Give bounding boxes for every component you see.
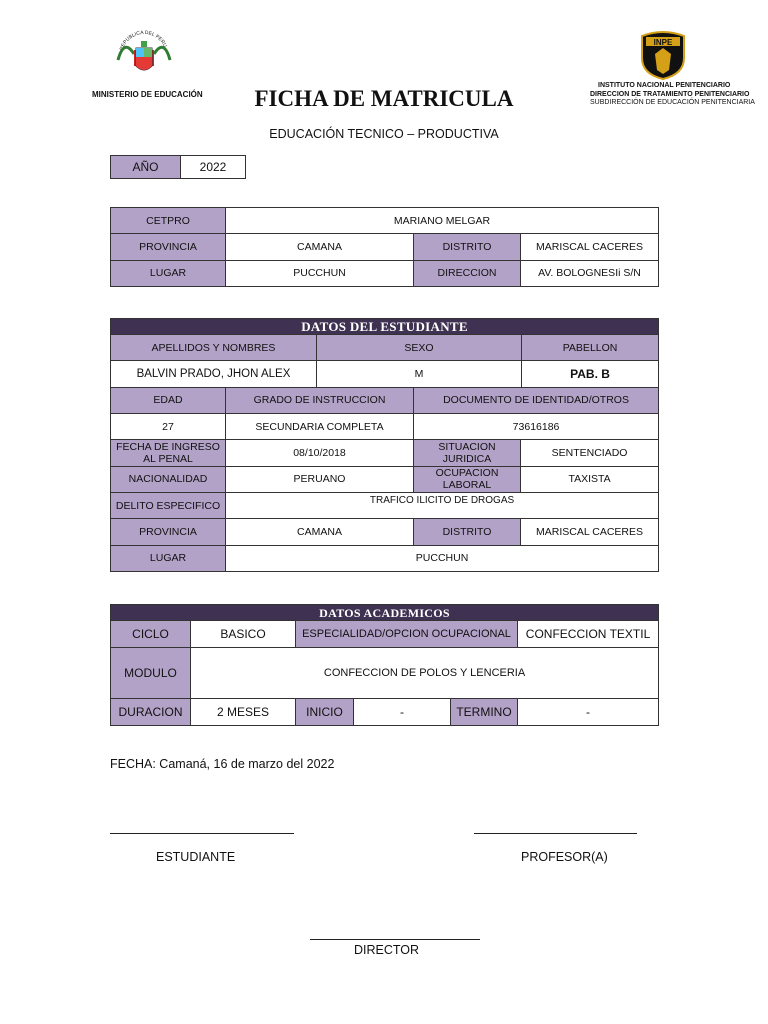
seal-text: REPUBLICA DEL PERU [118, 30, 168, 52]
ciclo-value: BASICO [191, 621, 296, 648]
peru-coat-of-arms-icon [112, 30, 176, 86]
edad-value: 27 [111, 414, 226, 440]
student-lugar-value: PUCCHUN [226, 545, 659, 571]
lugar-value: PUCCHUN [226, 260, 414, 286]
delito-label: DELITO ESPECIFICO [111, 492, 226, 518]
provincia-value: CAMANA [226, 234, 414, 260]
teacher-signature-label: PROFESOR(A) [521, 850, 608, 864]
cetpro-value: MARIANO MELGAR [226, 208, 659, 234]
student-signature-label: ESTUDIANTE [156, 850, 236, 864]
apellidos-label: APELLIDOS Y NOMBRES [111, 335, 317, 361]
ocupacion-label-line: OCUPACION [435, 467, 499, 480]
inpe-logo-text: INPE [653, 38, 673, 47]
inpe-line: SUBDIRECCIÓN DE EDUCACIÓN PENITENCIARIA [590, 99, 755, 106]
delito-value: TRAFICO ILICITO DE DROGAS [226, 492, 659, 518]
ciclo-label: CICLO [111, 621, 191, 648]
situacion-label [414, 440, 521, 466]
student-provincia-value: CAMANA [226, 519, 414, 545]
especialidad-label: ESPECIALIDAD/OPCION OCUPACIONAL [296, 621, 518, 648]
academic-section-header: DATOS ACADEMICOS [111, 605, 659, 621]
page-subtitle: EDUCACIÓN TECNICO – PRODUCTIVA [269, 127, 499, 141]
student-distrito-value: MARISCAL CACERES [521, 519, 659, 545]
student-name: BALVIN PRADO, JHON ALEX [111, 361, 317, 387]
student-distrito-label: DISTRITO [414, 519, 521, 545]
grado-label: GRADO DE INSTRUCCION [226, 387, 414, 413]
director-signature-line [310, 939, 480, 940]
ocupacion-label [414, 466, 521, 492]
situacion-value: SENTENCIADO [521, 440, 659, 466]
modulo-label: MODULO [111, 648, 191, 698]
inicio-value: - [354, 698, 451, 725]
student-section-header: DATOS DEL ESTUDIANTE [111, 319, 659, 335]
distrito-label: DISTRITO [414, 234, 521, 260]
fecha-line: FECHA: Camaná, 16 de marzo del 2022 [110, 757, 335, 771]
sexo-value: M [317, 361, 522, 387]
provincia-label: PROVINCIA [111, 234, 226, 260]
teacher-signature-line [474, 833, 637, 834]
ocupacion-label-line: LABORAL [442, 479, 492, 492]
fecha-ingreso-value: 08/10/2018 [226, 440, 414, 466]
year-label: AÑO [111, 156, 181, 179]
fecha-ingreso-label [111, 440, 226, 466]
inpe-line: INSTITUTO NACIONAL PENITENCIARIO [598, 82, 731, 89]
termino-label: TERMINO [451, 698, 518, 725]
ocupacion-value: TAXISTA [521, 466, 659, 492]
distrito-value: MARISCAL CACERES [521, 234, 659, 260]
nacionalidad-label: NACIONALIDAD [111, 466, 226, 492]
inpe-line: DIRECCION DE TRATAMIENTO PENITENCIARIO [590, 90, 750, 98]
especialidad-value: CONFECCION TEXTIL [518, 621, 659, 648]
student-signature-line [110, 833, 294, 834]
ministry-name: MINISTERIO DE EDUCACIÓN [92, 90, 203, 99]
edad-label: EDAD [111, 387, 226, 413]
inpe-shield-icon [638, 30, 688, 80]
fecha-ingreso-label-line: AL PENAL [143, 453, 193, 466]
situacion-label-line: JURIDICA [442, 453, 492, 466]
termino-value: - [518, 698, 659, 725]
student-lugar-label: LUGAR [111, 545, 226, 571]
situacion-label-line: SITUACION [438, 441, 496, 454]
fecha-ingreso-label-line: FECHA DE INGRESO [116, 441, 220, 454]
cetpro-label: CETPRO [111, 208, 226, 234]
sexo-label: SEXO [317, 335, 522, 361]
direccion-label: DIRECCION [414, 260, 521, 286]
nacionalidad-value: PERUANO [226, 466, 414, 492]
director-signature-label: DIRECTOR [354, 943, 420, 957]
duracion-label: DURACION [111, 698, 191, 725]
student-table [110, 318, 659, 572]
documento-value: 73616186 [414, 414, 659, 440]
duracion-value: 2 MESES [191, 698, 296, 725]
year-value: 2022 [181, 156, 246, 179]
grado-value: SECUNDARIA COMPLETA [226, 414, 414, 440]
lugar-label: LUGAR [111, 260, 226, 286]
documento-label: DOCUMENTO DE IDENTIDAD/OTROS [414, 387, 659, 413]
modulo-value: CONFECCION DE POLOS Y LENCERIA [191, 648, 659, 698]
pabellon-value: PAB. B [522, 361, 659, 387]
pabellon-label: PABELLON [522, 335, 659, 361]
direccion-value: AV. BOLOGNESIi S/N [521, 260, 659, 286]
year-table [110, 155, 246, 179]
student-provincia-label: PROVINCIA [111, 519, 226, 545]
page-title: FICHA DE MATRICULA [254, 86, 514, 111]
inicio-label: INICIO [296, 698, 354, 725]
academic-table [110, 604, 659, 726]
institution-table [110, 207, 659, 287]
